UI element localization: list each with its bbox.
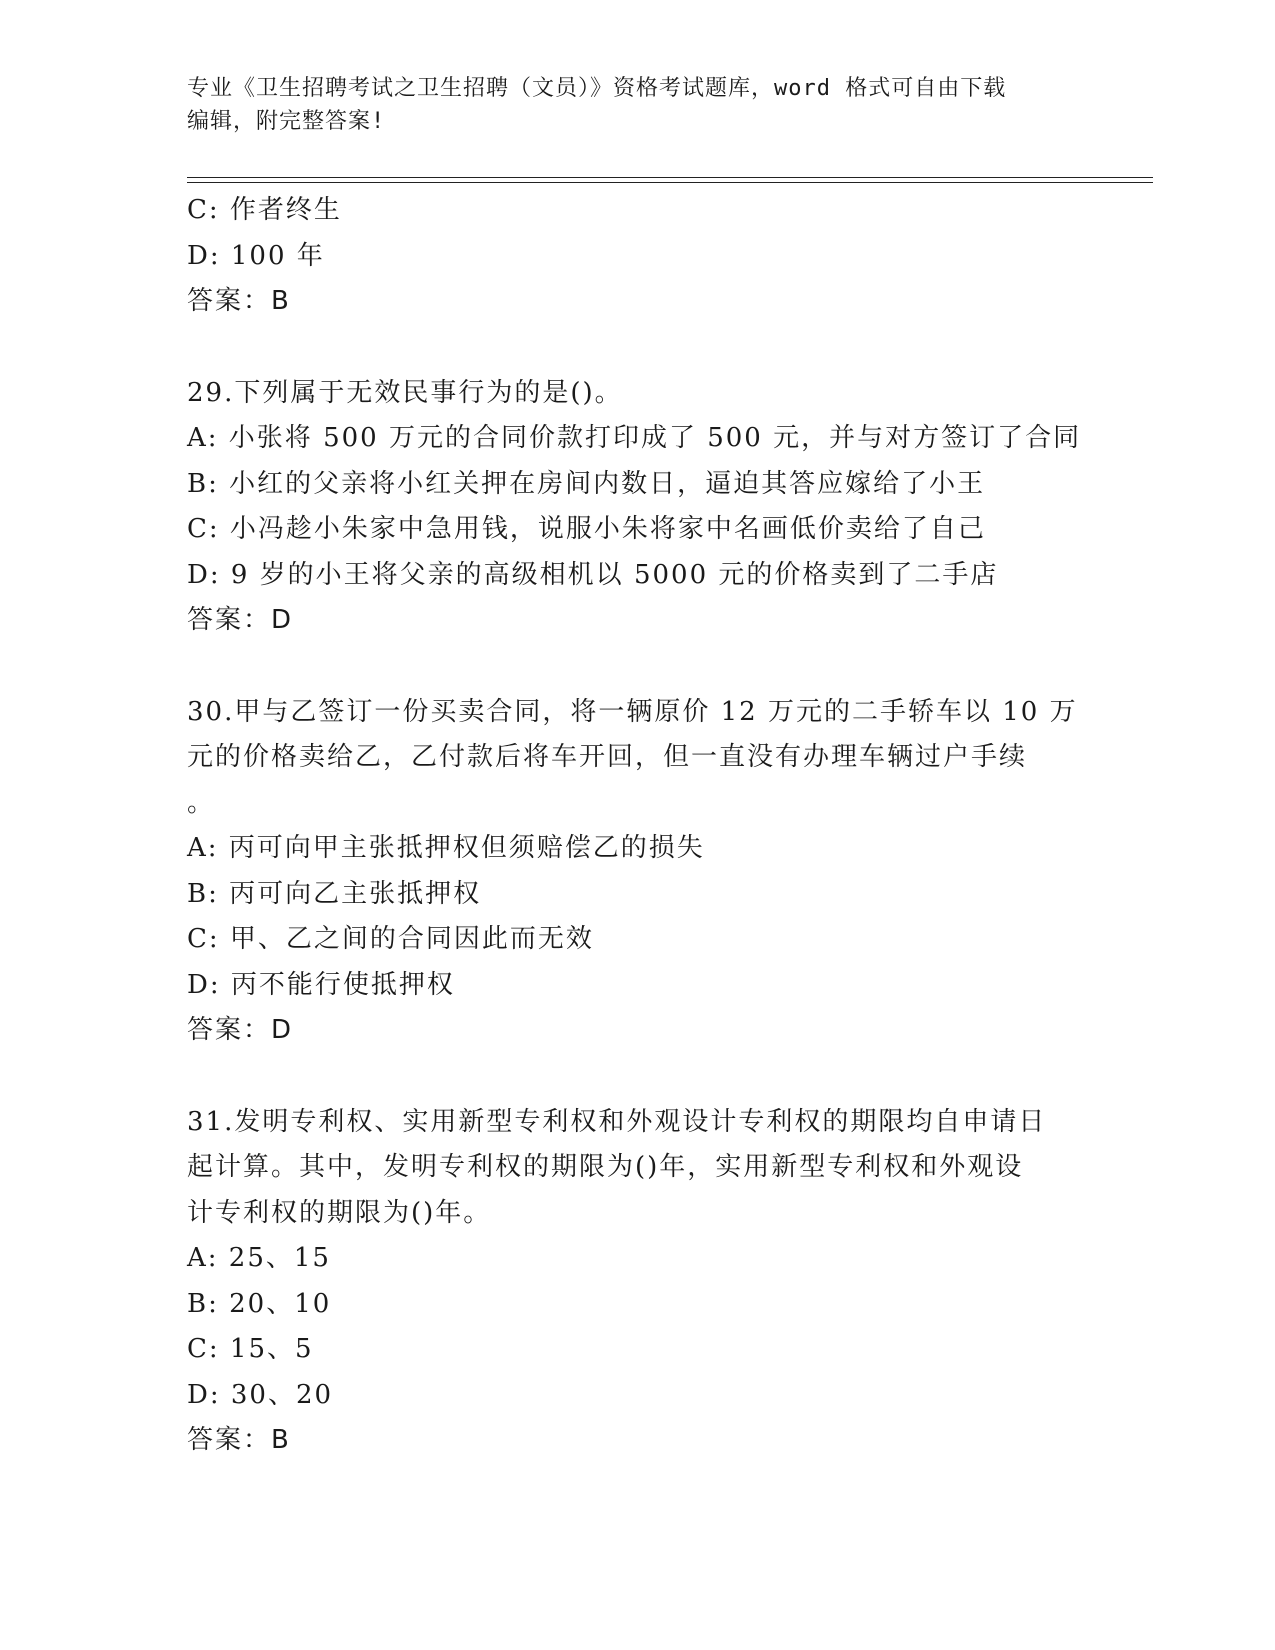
option-c: C: 作者终生 <box>187 195 342 225</box>
question-text-line-1: 31.发明专利权、实用新型专利权和外观设计专利权的期限均自申请日 <box>187 1106 1047 1137</box>
document-header <box>187 72 1087 138</box>
spacer <box>187 325 1107 371</box>
option-b: B: 20、10 <box>187 1288 332 1319</box>
question-text-line-3: 计专利权的期限为()年。 <box>187 1197 492 1228</box>
question-text: 29.下列属于无效民事行为的是()。 <box>187 377 623 408</box>
option-a: A: 25、15 <box>187 1243 331 1273</box>
answer: 答案：D <box>187 605 294 635</box>
question-text-line-2: 起计算。其中，发明专利权的期限为()年，实用新型专利权和外观设 <box>187 1152 1024 1182</box>
option-a: A: 丙可向甲主张抵押权但须赔偿乙的损失 <box>187 833 705 863</box>
option-b: B: 小红的父亲将小红关押在房间内数日，逼迫其答应嫁给了小王 <box>187 468 986 499</box>
question-30 <box>187 690 1107 1054</box>
header-line-1: 专业《卫生招聘考试之卫生招聘（文员）》资格考试题库，word 格式可自由下载 <box>187 76 1007 101</box>
option-d: D: 丙不能行使抵押权 <box>187 969 455 1000</box>
answer: 答案：D <box>187 1015 294 1045</box>
option-c: C: 甲、乙之间的合同因此而无效 <box>187 924 594 954</box>
header-line-2: 编辑，附完整答案! <box>187 109 386 134</box>
option-d: D: 100 年 <box>187 240 325 271</box>
option-d: D: 30、20 <box>187 1379 334 1410</box>
header-divider-top <box>187 177 1153 178</box>
option-c: C: 15、5 <box>187 1334 314 1364</box>
question-29 <box>187 371 1107 644</box>
question-31 <box>187 1100 1107 1464</box>
question-text-line-3: 。 <box>187 787 216 818</box>
option-a: A: 小张将 500 万元的合同价款打印成了 500 元，并与对方签订了合同 <box>187 423 1082 453</box>
question-28-tail <box>187 188 1107 325</box>
document-body <box>187 188 1107 1464</box>
option-d: D: 9 岁的小王将父亲的高级相机以 5000 元的价格卖到了二手店 <box>187 559 999 590</box>
answer: 答案：B <box>187 286 291 316</box>
spacer <box>187 1054 1107 1100</box>
header-divider-bottom <box>187 182 1153 183</box>
option-c: C: 小冯趁小朱家中急用钱，说服小朱将家中名画低价卖给了自己 <box>187 514 986 544</box>
question-text-line-2: 元的价格卖给乙，乙付款后将车开回，但一直没有办理车辆过户手续 <box>187 742 1028 772</box>
question-text-line-1: 30.甲与乙签订一份买卖合同，将一辆原价 12 万元的二手轿车以 10 万 <box>187 696 1078 727</box>
spacer <box>187 644 1107 690</box>
option-b: B: 丙可向乙主张抵押权 <box>187 878 482 909</box>
answer: 答案：B <box>187 1425 291 1455</box>
